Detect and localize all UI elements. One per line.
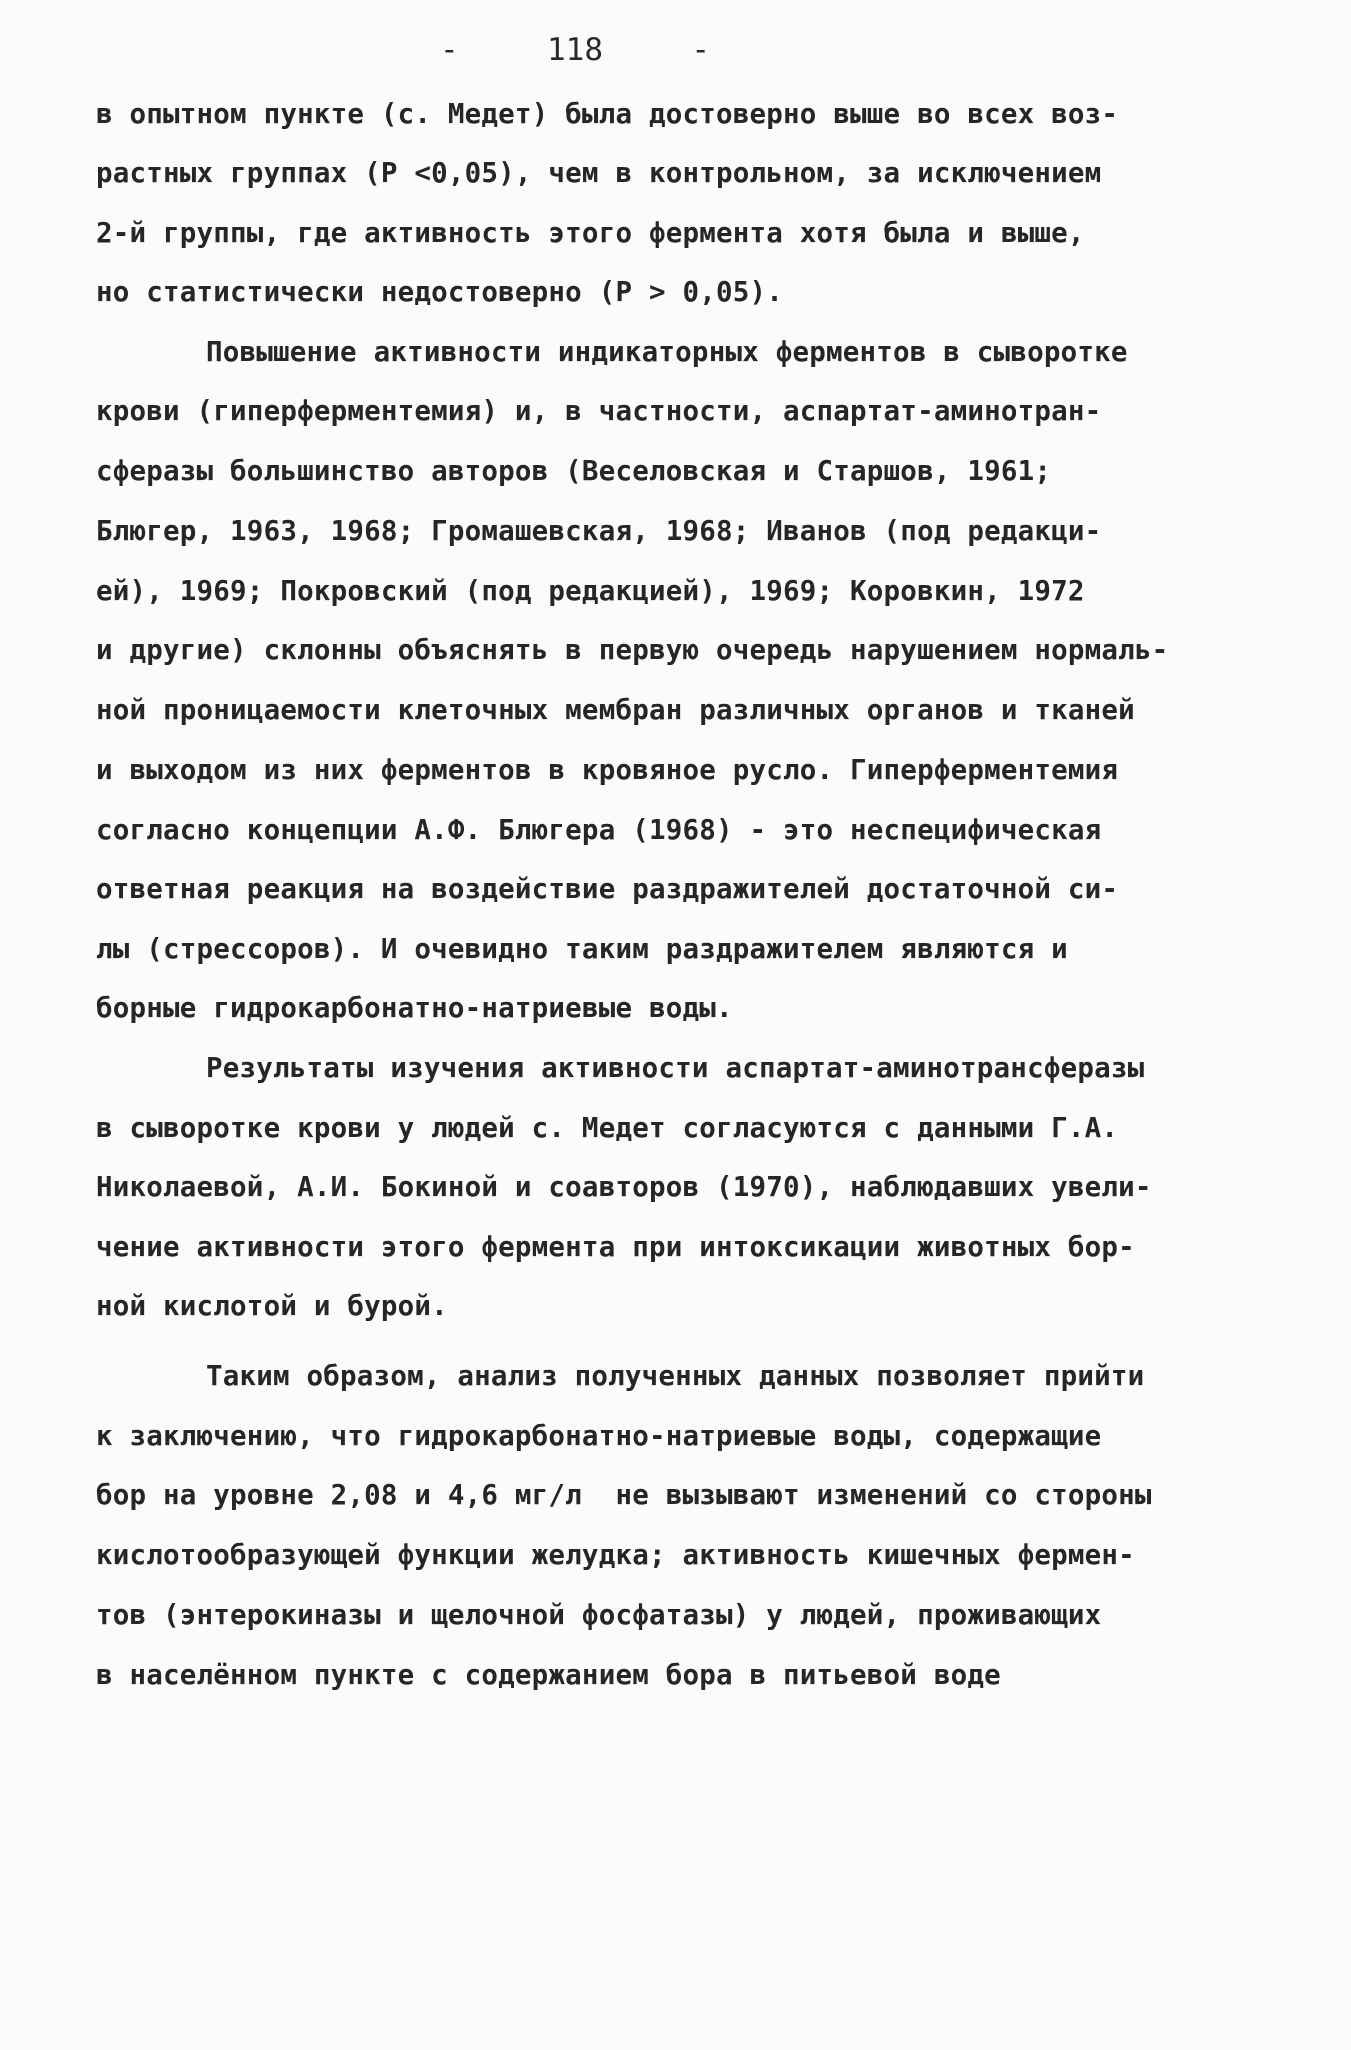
text-line: ной кислотой и бурой.: [96, 1290, 448, 1322]
paragraph-first-line: Таким образом, анализ полученных данных позволяет прийти: [206, 1360, 1145, 1392]
text-line: чение активности этого фермента при интоксикации животных бор-: [96, 1231, 1135, 1263]
text-line: сферазы большинство авторов (Веселовская и Старшов, 1961;: [96, 455, 1052, 487]
paragraph-first-line: Результаты изучения активности аспартат-аминотрансферазы: [206, 1052, 1145, 1084]
page-number: [440, 28, 710, 72]
text-line: к заключению, что гидрокарбонатно-натриевые воды, содержащие: [96, 1420, 1102, 1452]
page-number-left-dash: -: [440, 32, 459, 68]
text-line: растных группах (P <0,05), чем в контрольном, за исключением: [96, 157, 1102, 189]
text-line: крови (гиперферментемия) и, в частности, аспартат-аминотран-: [96, 395, 1102, 427]
text-line: кислотообразующей функции желудка; активность кишечных фермен-: [96, 1539, 1135, 1571]
text-line: 2-й группы, где активность этого фермента хотя была и выше,: [96, 217, 1085, 249]
text-line: ей), 1969; Покровский (под редакцией), 1969; Коровкин, 1972: [96, 575, 1085, 607]
text-line: ной проницаемости клеточных мембран различных органов и тканей: [96, 694, 1135, 726]
text-line: бор на уровне 2,08 и 4,6 мг/л не вызывают изменений со стороны: [96, 1479, 1152, 1511]
text-line: лы (стрессоров). И очевидно таким раздражителем являются и: [96, 933, 1068, 965]
page-number-right-dash: -: [691, 32, 710, 68]
page-number-value: 118: [547, 32, 603, 68]
text-line: борные гидрокарбонатно-натриевые воды.: [96, 992, 733, 1024]
text-line: в сыворотке крови у людей с. Медет согласуются с данными Г.А.: [96, 1112, 1119, 1144]
text-line: в опытном пункте (с. Медет) была достоверно выше во всех воз-: [96, 98, 1119, 130]
text-line: и другие) склонны объяснять в первую очередь нарушением нормаль-: [96, 634, 1169, 666]
text-line: в населённом пункте с содержанием бора в питьевой воде: [96, 1659, 1001, 1691]
text-line: согласно концепции А.Ф. Блюгера (1968) - это неспецифическая: [96, 814, 1102, 846]
text-line: Блюгер, 1963, 1968; Громашевская, 1968; Иванов (под редакци-: [96, 515, 1102, 547]
text-line: и выходом из них ферментов в кровяное русло. Гиперферментемия: [96, 754, 1119, 786]
text-line: ответная реакция на воздействие раздражителей достаточной си-: [96, 873, 1119, 905]
text-line: Николаевой, А.И. Бокиной и соавторов (1970), наблюдавших увели-: [96, 1171, 1152, 1203]
text-line: тов (энтерокиназы и щелочной фосфатазы) у людей, проживающих: [96, 1599, 1102, 1631]
paragraph-first-line: Повышение активности индикаторных ферментов в сыворотке: [206, 336, 1128, 368]
text-line: но статистически недостоверно (P > 0,05).: [96, 276, 784, 308]
